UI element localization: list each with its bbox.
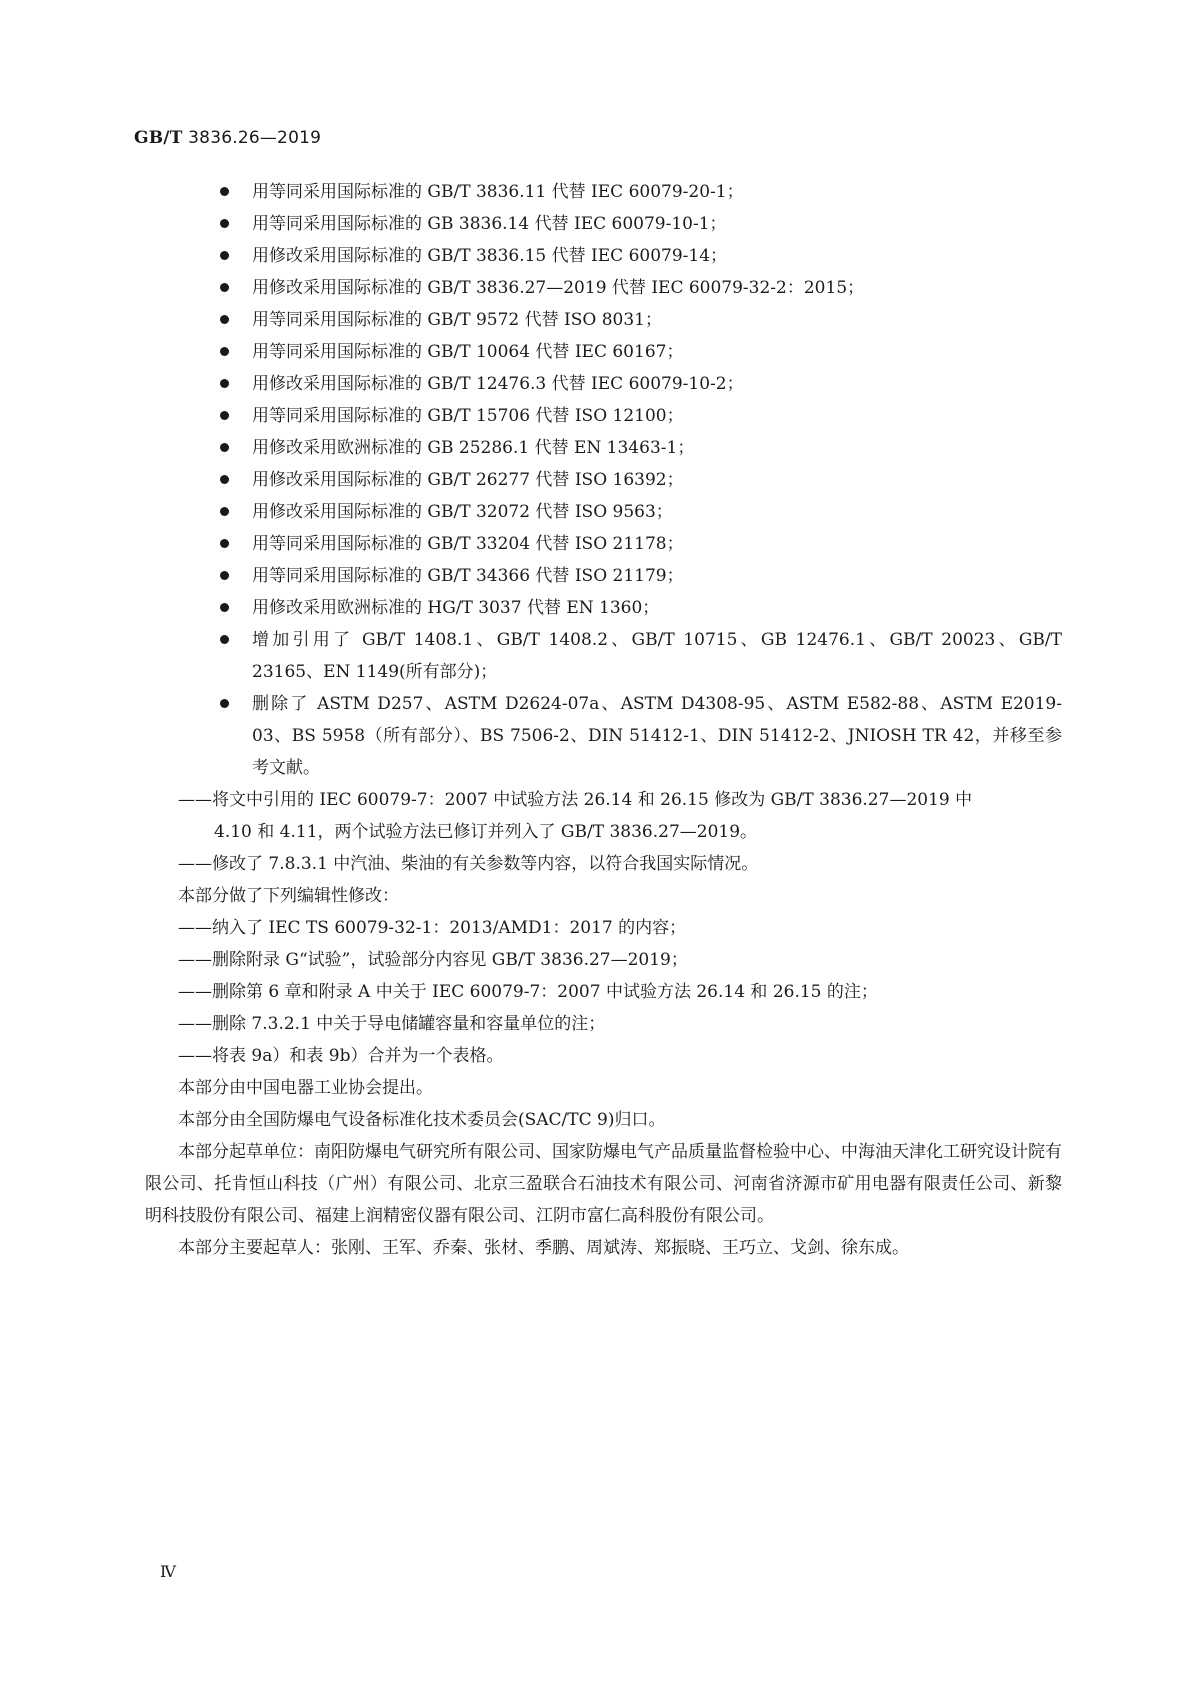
change-test-methods: ——将文中引用的 IEC 60079-7：2007 中试验方法 26.14 和 26.15 修改为 GB/T 3836.27—2019 中 4.10 和 4.11，两个试验方法已修订并列入了 GB/T 3836.27—2019。	[178, 790, 973, 842]
bullet-icon	[220, 347, 229, 356]
bullet-icon	[220, 507, 229, 516]
list-item: 用修改采用国际标准的 GB/T 3836.27—2019 代替 IEC 60079-32-2：2015；	[252, 272, 1062, 304]
list-item: 用修改采用国际标准的 GB/T 32072 代替 ISO 9563；	[252, 496, 1062, 528]
list-item: 用等同采用国际标准的 GB/T 33204 代替 ISO 21178；	[252, 528, 1062, 560]
list-item: 用等同采用国际标准的 GB/T 3836.11 代替 IEC 60079-20-1；	[252, 176, 1062, 208]
list-item: 用等同采用国际标准的 GB/T 34366 代替 ISO 21179；	[252, 560, 1062, 592]
bullet-icon	[220, 603, 229, 612]
document-body	[0, 176, 1200, 1264]
bullet-icon	[220, 475, 229, 484]
editorial-item: ——删除 7.3.2.1 中关于导电储罐容量和容量单位的注；	[178, 1014, 606, 1034]
bullet-icon	[220, 315, 229, 324]
change-fuel-parameters: ——修改了 7.8.3.1 中汽油、柴油的有关参数等内容，以符合我国实际情况。	[178, 854, 759, 874]
bullet-icon	[220, 539, 229, 548]
editorial-item: ——删除附录 G“试验”，试验部分内容见 GB/T 3836.27—2019；	[178, 950, 688, 970]
editorial-item: ——删除第 6 章和附录 A 中关于 IEC 60079-7：2007 中试验方法 26.14 和 26.15 的注；	[178, 982, 878, 1002]
bullet-icon	[220, 699, 229, 708]
list-item: 用等同采用国际标准的 GB/T 10064 代替 IEC 60167；	[252, 336, 1062, 368]
editorial-intro: 本部分做了下列编辑性修改：	[178, 886, 399, 906]
bullet-icon	[220, 251, 229, 260]
bullet-icon	[220, 635, 229, 644]
bullet-icon	[220, 283, 229, 292]
page-number: Ⅳ	[160, 1562, 176, 1581]
bullet-icon	[220, 379, 229, 388]
editorial-item: ——纳入了 IEC TS 60079-32-1：2013/AMD1：2017 的内容；	[178, 918, 687, 938]
list-item: 用修改采用国际标准的 GB/T 3836.15 代替 IEC 60079-14；	[252, 240, 1062, 272]
bullet-icon	[220, 411, 229, 420]
bullet-icon	[220, 219, 229, 228]
bullet-icon	[220, 187, 229, 196]
list-item: 删除了 ASTM D257、ASTM D2624-07a、ASTM D4308-95、ASTM E582-88、ASTM E2019-03、BS 5958（所有部分）、BS 7506-2、DIN 51412-1、DIN 51412-2、JNIOSH TR 42，并移至参考文献。	[252, 688, 1062, 784]
bullet-icon	[220, 571, 229, 580]
list-item: 用等同采用国际标准的 GB 3836.14 代替 IEC 60079-10-1；	[252, 208, 1062, 240]
centralized-by: 本部分由全国防爆电气设备标准化技术委员会(SAC/TC 9)归口。	[178, 1110, 666, 1130]
list-item: 用修改采用国际标准的 GB/T 26277 代替 ISO 16392；	[252, 464, 1062, 496]
editorial-item: ——将表 9a）和表 9b）合并为一个表格。	[178, 1046, 504, 1066]
list-item: 用修改采用欧洲标准的 HG/T 3037 代替 EN 1360；	[252, 592, 1062, 624]
list-item: 增加引用了 GB/T 1408.1、GB/T 1408.2、GB/T 10715、GB 12476.1、GB/T 20023、GB/T 23165、EN 1149(所有部分)；	[252, 624, 1062, 688]
list-item: 用修改采用国际标准的 GB/T 12476.3 代替 IEC 60079-10-2；	[252, 368, 1062, 400]
main-drafters: 本部分主要起草人：张刚、王军、乔秦、张材、季鹏、周斌涛、郑振晓、王巧立、戈剑、徐东成。	[178, 1238, 909, 1258]
document-header	[134, 128, 321, 148]
list-item: 用等同采用国际标准的 GB/T 9572 代替 ISO 8031；	[252, 304, 1062, 336]
proposed-by: 本部分由中国电器工业协会提出。	[178, 1078, 433, 1098]
bullet-icon	[220, 443, 229, 452]
reference-change-list	[0, 176, 1200, 784]
standard-code: GB/T	[134, 128, 183, 148]
list-item: 用修改采用欧洲标准的 GB 25286.1 代替 EN 13463-1；	[252, 432, 1062, 464]
list-item: 用等同采用国际标准的 GB/T 15706 代替 ISO 12100；	[252, 400, 1062, 432]
standard-number: 3836.26—2019	[188, 128, 322, 148]
drafting-units: 本部分起草单位：南阳防爆电气研究所有限公司、国家防爆电气产品质量监督检验中心、中海油天津化工研究设计院有限公司、托肯恒山科技（广州）有限公司、北京三盈联合石油技术有限公司、河南省济源市矿用电器有限责任公司、新黎明科技股份有限公司、福建上润精密仪器有限公司、江阴市富仁高科股份有限公司。	[145, 1142, 1062, 1226]
